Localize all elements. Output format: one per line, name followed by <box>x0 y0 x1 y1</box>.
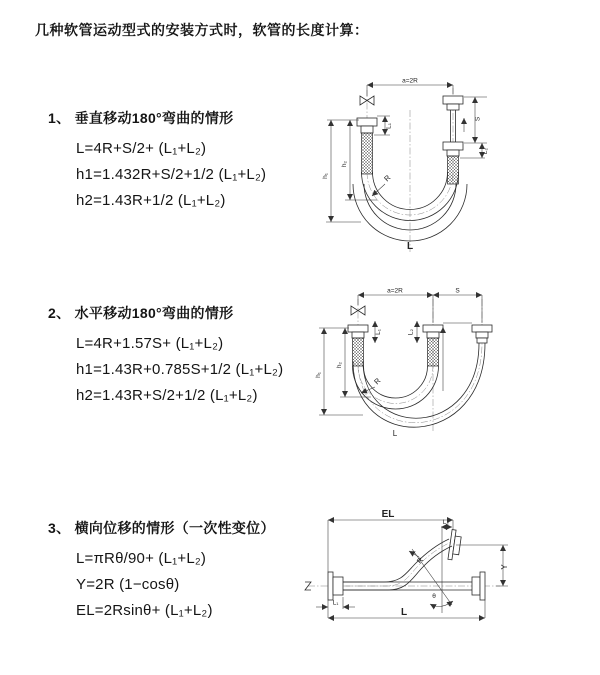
dim-label-s: S <box>455 287 460 295</box>
dim-label-l2: L₂ <box>407 328 415 336</box>
section-2-formulas <box>76 331 283 409</box>
dim-label-l1: L₁ <box>332 599 339 607</box>
dim-label-l2: L₂ <box>482 147 489 155</box>
formula-line: L=4R+S/2+ (L₁+L₂) <box>76 140 207 157</box>
section-horizontal-180 <box>48 303 283 409</box>
section-2-heading: 2、 水平移动180°弯曲的情形 <box>48 305 234 321</box>
length-label: L <box>392 429 398 438</box>
diagram-lateral-displacement <box>300 505 595 655</box>
section-vertical-180 <box>48 108 266 214</box>
diagram-vertical-180-bend <box>315 72 575 257</box>
dim-label-h2: h₂ <box>336 361 343 369</box>
page-title: 几种软管运动型式的安装方式时，软管的长度计算： <box>35 22 369 38</box>
fixed-flange <box>328 572 343 600</box>
section-1-formulas <box>76 136 266 214</box>
dim-label-l2: L₂ <box>442 519 450 526</box>
moving-pipe-fitting-pos1 <box>423 325 443 366</box>
dim-label-y: Y <box>500 564 509 570</box>
section-1-heading: 1、 垂直移动180°弯曲的情形 <box>48 110 234 126</box>
length-label: L <box>406 241 414 252</box>
dim-label-s: S <box>474 116 482 122</box>
section-lateral-displacement <box>48 518 275 624</box>
centerlines <box>367 88 453 252</box>
radius-label: R <box>382 173 393 184</box>
formula-line: h1=1.432R+S/2+1/2 (L₁+L₂) <box>76 166 267 183</box>
formula-line: h2=1.43R+1/2 (L₁+L₂) <box>76 192 226 209</box>
dim-label-h2: h₂ <box>341 160 348 168</box>
fixed-pipe-fitting <box>348 325 368 366</box>
formula-line: Y=2R (1−cosθ) <box>76 576 180 593</box>
formula-line: h1=1.43R+0.785S+1/2 (L₁+L₂) <box>76 361 284 378</box>
formula-line: h2=1.43R+S/2+1/2 (L₁+L₂) <box>76 387 258 404</box>
formula-line: EL=2Rsinθ+ (L₁+L₂) <box>76 602 213 619</box>
dim-label-l1: L₁ <box>375 329 382 335</box>
moving-pipe-fitting-pos2 <box>472 325 492 343</box>
section-3-formulas <box>76 546 275 624</box>
dim-label-a2r: a=2R <box>387 287 403 295</box>
dim-label-l1: L₁ <box>385 123 393 129</box>
dim-label-l: L <box>400 607 408 618</box>
braided-hose-section <box>448 156 459 184</box>
dim-label-a2r: a=2R <box>402 77 418 85</box>
dim-label-h1: h₁ <box>322 173 329 179</box>
dim-label-el: EL <box>381 509 395 520</box>
section-3-heading: 3、 横向位移的情形（一次性变位） <box>48 520 275 536</box>
braided-hose-section <box>362 133 373 174</box>
radius-label: R <box>372 376 383 387</box>
dim-label-h1: h₁ <box>315 372 322 378</box>
formula-line: L=πRθ/90+ (L₁+L₂) <box>76 550 207 567</box>
radius-label: R <box>414 555 426 566</box>
fixed-pipe-fitting <box>357 118 377 174</box>
hose-curves <box>353 343 486 427</box>
centerlines <box>358 299 482 431</box>
formula-line: L=4R+1.57S+ (L₁+L₂) <box>76 335 224 352</box>
diagram-horizontal-180-bend <box>313 283 578 455</box>
angle-label: θ <box>432 593 436 600</box>
